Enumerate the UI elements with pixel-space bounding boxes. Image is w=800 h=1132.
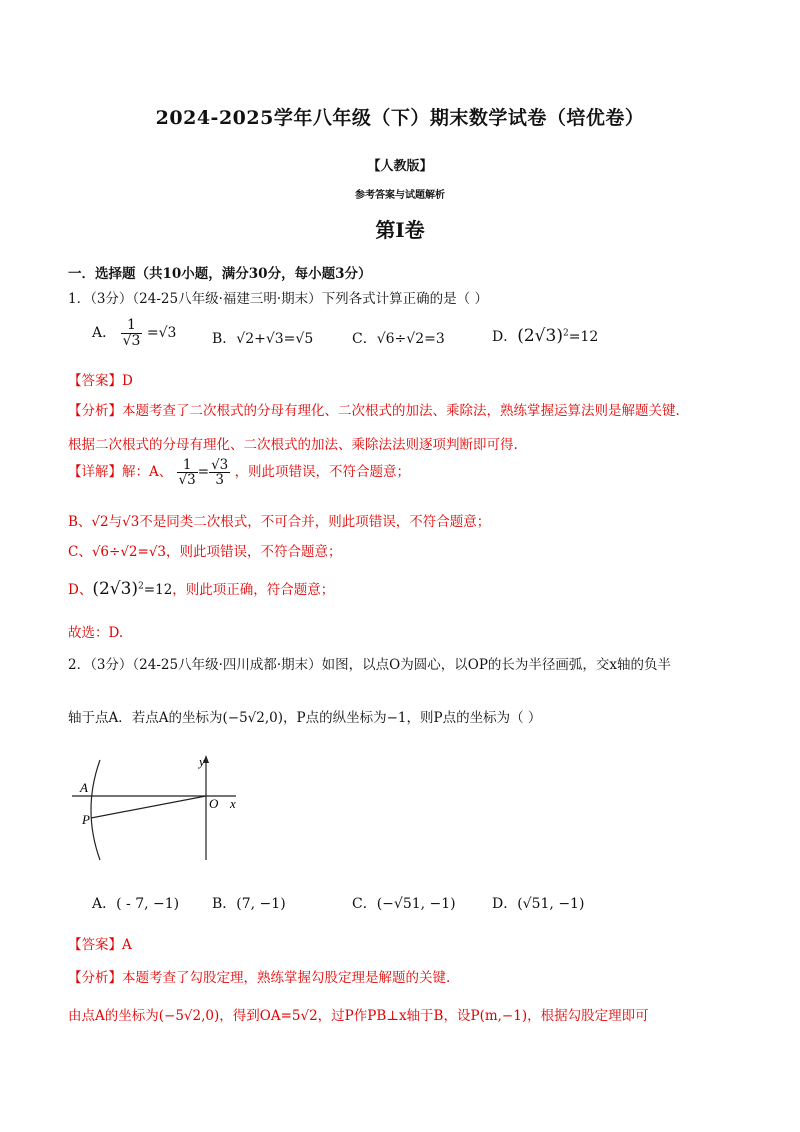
q2-analysis: 【分析】本题考查了勾股定理，熟练掌握勾股定理是解题的关键.: [68, 970, 451, 986]
q1-option-d-expr: (2√3): [517, 326, 563, 346]
q1-detail-equals: =: [197, 464, 210, 481]
q1-detail-d-prefix: D、: [68, 582, 93, 598]
q1-option-a-label: A．: [92, 325, 117, 342]
section-heading: 一．选择题（共10小题，满分30分，每小题3分）: [68, 266, 372, 282]
q2-explain: 由点A的坐标为(−5√2,0)，得到OA=5√2，过P作PB⊥x轴于B，设P(m,−1)，根据勾股定理即可: [68, 1008, 649, 1024]
q1-option-d-rhs: =12: [568, 329, 599, 345]
q1-analysis-1: 【分析】本题考查了二次根式的分母有理化、二次根式的加法、乘除法，熟练掌握运算法则是解题关键.: [68, 403, 680, 419]
q1-detail-prefix: 【详解】解：A、: [68, 464, 173, 481]
q1-detail-denominator-2: 3: [215, 472, 224, 489]
coordinate-figure: [60, 752, 250, 867]
q1-option-c: C．√6÷√2=3: [352, 331, 445, 347]
volume-heading: 第Ⅰ卷: [375, 218, 425, 242]
q1-analysis-2: 根据二次根式的分母有理化、二次根式的加法、乘除法法则逐项判断即可得.: [68, 437, 518, 453]
q1-option-a-numerator: 1: [121, 318, 143, 334]
point-p-label: P: [82, 812, 90, 827]
q1-detail-d-suffix: ，则此项正确，符合题意；: [172, 582, 335, 598]
q2-stem-1: 2．（3分）（24-25八年级·四川成都·期末）如图，以点O为圆心，以OP的长为半径画弧，交x轴的负半: [68, 657, 672, 673]
point-a-label: A: [80, 780, 88, 795]
page-title: 2024-2025学年八年级（下）期末数学试卷（培优卷）: [155, 107, 645, 129]
q1-option-b: B．√2+√3=√5: [212, 331, 314, 347]
q1-choice: 故选：D.: [68, 625, 124, 641]
q1-detail-b: B、√2与√3不是同类二次根式，不可合并，则此项错误，不符合题意；: [68, 514, 491, 530]
q2-answer: 【答案】A: [68, 937, 132, 953]
origin-label: O: [209, 796, 219, 811]
q1-option-d-power: 2: [562, 328, 569, 339]
q1-detail-numerator-1: 1: [177, 458, 198, 473]
q1-option-a-denominator: √3: [122, 332, 141, 349]
q1-detail-fraction-2: [209, 458, 230, 487]
q1-detail-d-rhs: =12: [143, 582, 173, 598]
q2-stem-2: 轴于点A．若点A的坐标为(−5√2,0)，P点的纵坐标为−1，则P点的坐标为（ ）: [68, 710, 542, 726]
q1-option-d: [492, 326, 598, 346]
q1-option-a-rhs: =√3: [146, 325, 177, 342]
q1-stem: 1．（3分）（24-25八年级·福建三明·期末）下列各式计算正确的是（ ）: [68, 291, 488, 307]
q2-option-a: A．( - 7, −1): [92, 896, 180, 912]
q1-detail-d: [68, 578, 334, 599]
x-label: x: [230, 796, 236, 811]
q2-option-b: B．(7, −1): [212, 896, 286, 912]
q1-detail-suffix: ，则此项错误，不符合题意；: [234, 464, 411, 481]
arc: [91, 760, 100, 860]
q1-detail-fraction-1: [177, 458, 198, 487]
q1-option-a: [92, 318, 176, 348]
q2-option-d: D．(√51, −1): [492, 896, 585, 912]
q1-option-d-label: D．: [492, 329, 518, 345]
q1-detail-denominator-1: √3: [178, 472, 196, 489]
q1-detail-d-power: 2: [138, 581, 144, 592]
q1-option-a-fraction: [121, 318, 143, 348]
subtitle: 参考答案与试题解析: [355, 190, 445, 201]
edition-label: 【人教版】: [367, 159, 433, 174]
q1-answer: 【答案】D: [68, 373, 133, 389]
y-label: y: [199, 754, 205, 769]
q1-detail-numerator-2: √3: [211, 457, 229, 473]
q2-option-c: C．(−√51, −1): [352, 896, 456, 912]
q1-detail-a: [68, 458, 410, 487]
q1-detail-c: C、√6÷√2=√3，则此项错误，不符合题意；: [68, 544, 342, 560]
q1-detail-d-expr: (2√3): [92, 579, 139, 599]
segment-op: [91, 796, 206, 818]
